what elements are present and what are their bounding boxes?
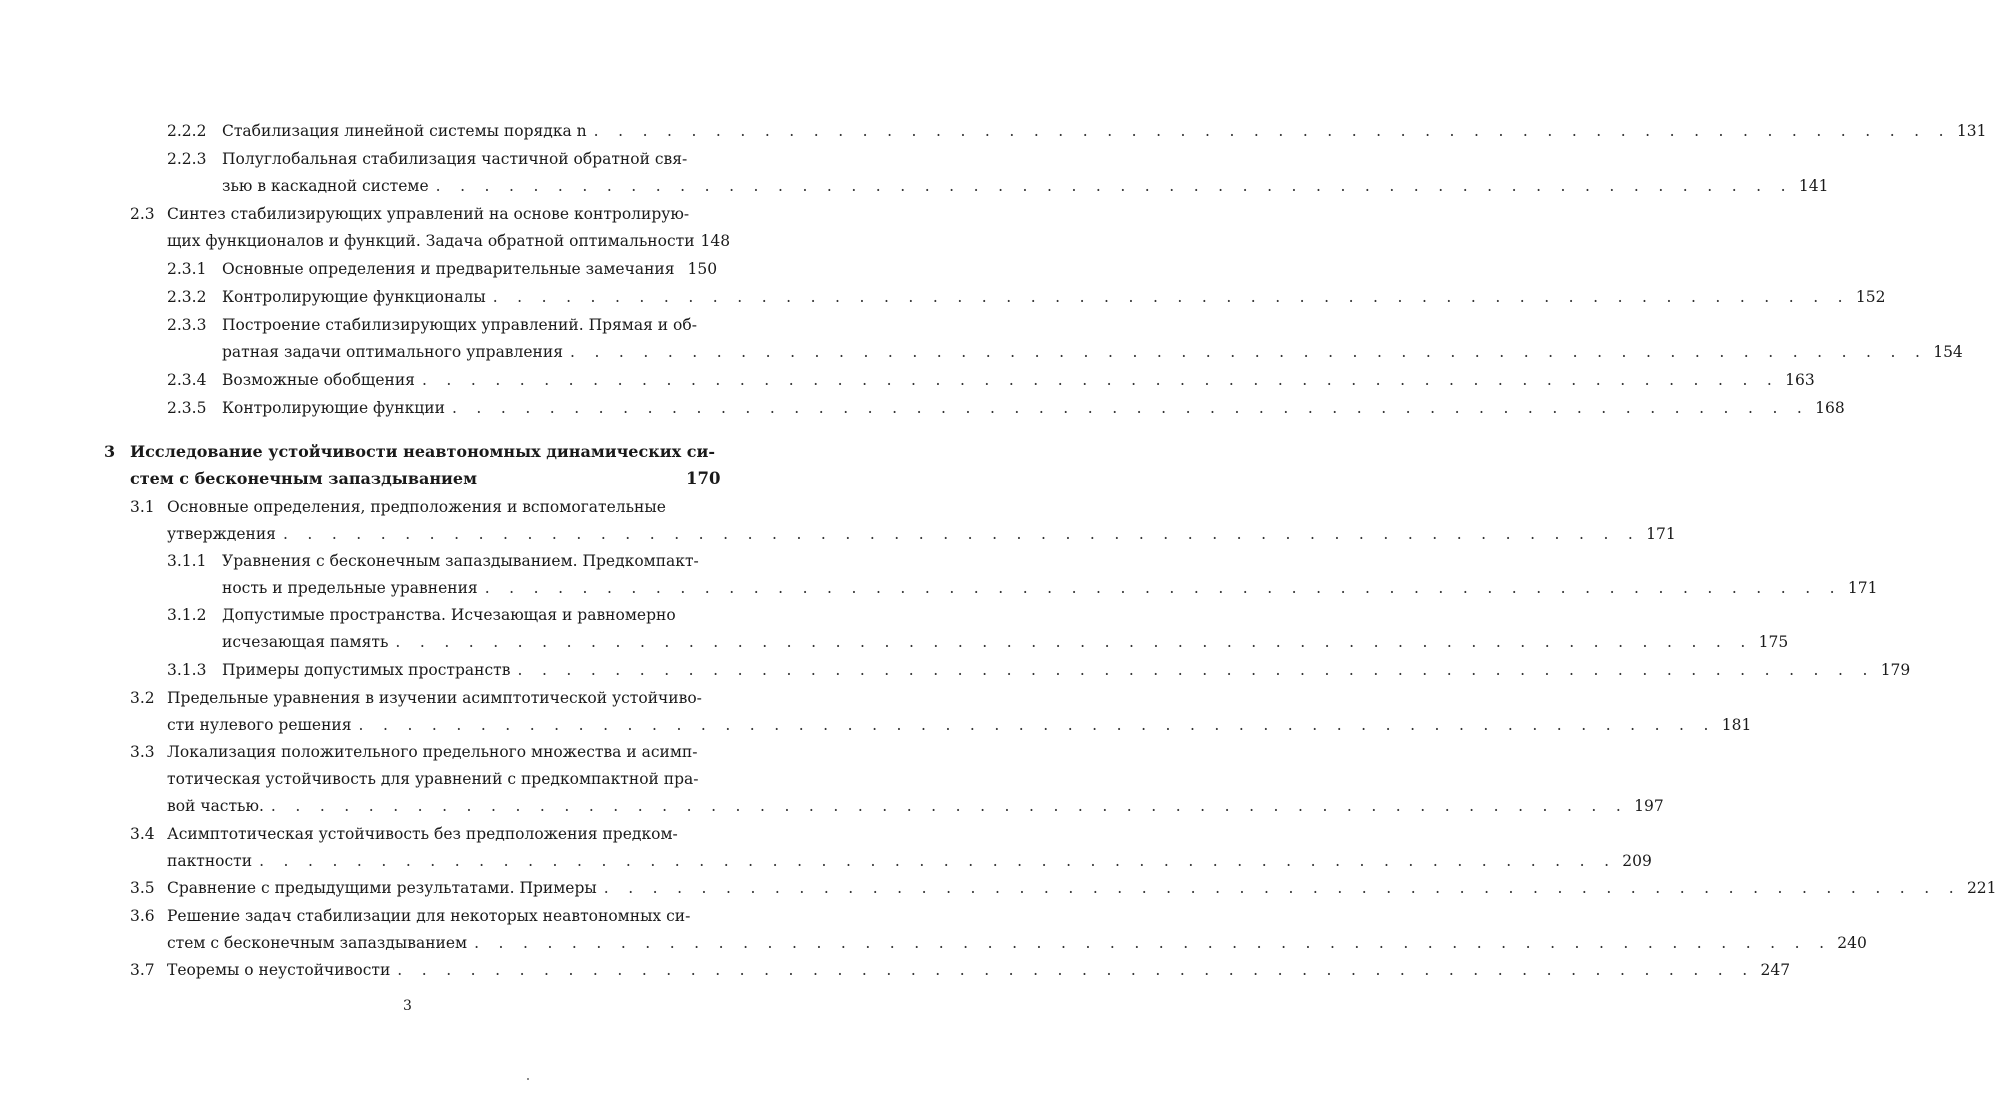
section-title-cont: ность и предельные уравнения	[222, 579, 478, 597]
section-title: Решение задач стабилизации для некоторых неавтономных си-	[167, 907, 691, 925]
page-ref: 152	[1855, 288, 1886, 306]
dot-leader: . . . . . . . . . . . . . . . . . . . . . . . . . . . . . . . . . . . . . . . . . . . . . . . . . . . . . . . .	[451, 399, 1810, 417]
chapter-title: Исследование устойчивости неавтономных динамических си-	[130, 442, 715, 461]
page-ref: 148	[700, 232, 731, 250]
section-title: Синтез стабилизирующих управлений на основе контролирую-	[167, 205, 690, 223]
toc-title-line	[222, 175, 1829, 197]
toc-entry-3-3	[0, 741, 1664, 819]
section-number: 2.3.4	[167, 371, 207, 389]
toc-entry-3-1-1	[0, 550, 1878, 600]
section-title: Основные определения, предположения и вспомогательные	[167, 498, 666, 516]
section-title: Полуглобальная стабилизация частичной обратной свя-	[222, 150, 688, 168]
section-title: Основные определения и предварительные замечания	[222, 260, 675, 278]
section-title-cont: зью в каскадной системе	[222, 177, 429, 195]
chapter-number: 3	[104, 442, 116, 461]
section-title: Возможные обобщения	[222, 371, 415, 389]
dot-leader: . . . . . . . . . . . . . . . . . . . . . . . . . . . . . . . . . . . . . . . . . . . . . . . . . . . . . . . .	[435, 177, 1793, 195]
page-number: 3	[403, 998, 412, 1014]
toc-entry-3-2	[0, 687, 1752, 737]
section-title: Контролирующие функции	[222, 399, 445, 417]
toc-entry-3-4	[0, 823, 1652, 873]
section-number: 3.3	[130, 743, 155, 761]
toc-entry-3-1	[0, 496, 1676, 546]
section-number: 2.2.2	[167, 122, 207, 140]
page-ref: 197	[1634, 797, 1664, 815]
section-title-cont: стем с бесконечным запаздыванием	[167, 934, 468, 952]
section-title: Теоремы о неустойчивости	[167, 961, 391, 979]
page-ref: 131	[1956, 122, 1987, 140]
section-title-cont: ратная задачи оптимального управления	[222, 343, 563, 361]
section-number: 3.1.2	[167, 606, 207, 624]
dot-leader: . . . . . . . . . . . . . . . . . . . . . . . . . . . . . . . . . . . . . . . . . . . . . . . . . . . . . . . .	[570, 343, 1928, 361]
toc-title-line	[167, 959, 1791, 981]
section-title: Допустимые пространства. Исчезающая и равномерно	[222, 606, 676, 624]
toc-title-line	[222, 369, 1815, 391]
section-title: Стабилизация линейной системы порядка n	[222, 122, 587, 140]
section-number: 2.3.2	[167, 288, 207, 306]
toc-title-line	[222, 341, 1963, 363]
toc-title-line	[167, 795, 1664, 817]
dot-leader: . . . . . . . . . . . . . . . . . . . . . . . . . . . . . . . . . . . . . . . . . . . . . . . . . . . . . . . .	[484, 579, 1842, 597]
section-number: 2.3.3	[167, 316, 207, 334]
scan-speck	[527, 1078, 529, 1080]
page-ref: 209	[1622, 852, 1652, 870]
toc-title-line	[167, 523, 1676, 545]
section-number: 3.2	[130, 689, 155, 707]
section-number: 3.5	[130, 879, 155, 897]
section-title-cont: утверждения	[167, 525, 276, 543]
section-title-cont: щих функционалов и функций. Задача обратной оптимальности	[167, 232, 695, 250]
toc-entry-2-3-3	[0, 314, 1963, 364]
toc-entry-3-6	[0, 905, 1867, 955]
dot-leader: . . . . . . . . . . . . . . . . . . . . . . . . . . . . . . . . . . . . . . . . . . . . . . . . . . . . . . . .	[593, 122, 1951, 140]
dot-leader: . . . . . . . . . . . . . . . . . . . . . . . . . . . . . . . . . . . . . . . . . . . . . . . . . . . . . . . .	[282, 525, 1641, 543]
dot-leader: . . . . . . . . . . . . . . . . . . . . . . . . . . . . . . . . . . . . . . . . . . . . . . . . . . . . . . . .	[259, 852, 1617, 870]
section-title: Уравнения с бесконечным запаздыванием. Предкомпакт-	[222, 552, 699, 570]
dot-leader: . . . . . . . . . . . . . . . . . . . . . . . . . . . . . . . . . . . . . . . . . . . . . . . . . . . . . . . .	[421, 371, 1780, 389]
section-title-cont: тотическая устойчивость для уравнений с предкомпактной пра-	[167, 770, 699, 788]
section-number: 3.4	[130, 825, 155, 843]
dot-leader: . . . . . . . . . . . . . . . . . . . . . . . . . . . . . . . . . . . . . . . . . . . . . . . . . . . . . . . .	[517, 661, 1875, 679]
toc-title-line	[222, 659, 1911, 681]
section-number: 2.2.3	[167, 150, 207, 168]
section-title-cont: пактности	[167, 852, 253, 870]
toc-title-line	[222, 631, 1789, 653]
dot-leader: . . . . . . . . . . . . . . . . . . . . . . . . . . . . . . . . . . . . . . . . . . . . . . . . . . . . . . . .	[603, 879, 1961, 897]
section-title-cont: сти нулевого решения	[167, 716, 352, 734]
section-title-cont: исчезающая память	[222, 633, 389, 651]
dot-leader: . . . . . . . . . . . . . . . . . . . . . . . . . . . . . . . . . . . . . . . . . . . . . . . . . . . . . . . .	[395, 633, 1753, 651]
section-title: Сравнение с предыдущими результатами. Примеры	[167, 879, 597, 897]
chapter-page-ref: 170	[686, 469, 721, 488]
dot-leader: . . . . . . . . . . . . . . . . . . . . . . . . . . . . . . . . . . . . . . . . . . . . . . . . . . . . . . . .	[397, 961, 1755, 979]
page-ref: 240	[1837, 934, 1867, 952]
toc-title-line	[167, 714, 1752, 736]
toc-chapter-3	[0, 441, 798, 493]
page-ref: 179	[1880, 661, 1911, 679]
section-number: 2.3	[130, 205, 155, 223]
toc-title-line	[222, 577, 1878, 599]
toc-title-line	[222, 397, 1845, 419]
section-title: Примеры допустимых пространств	[222, 661, 511, 679]
section-number: 3.7	[130, 961, 155, 979]
toc-entry-2-3	[0, 203, 798, 253]
section-number: 2.3.5	[167, 399, 207, 417]
page-ref: 163	[1785, 371, 1815, 389]
section-number: 3.1.1	[167, 552, 207, 570]
toc-title-line	[167, 850, 1652, 872]
dot-leader: . . . . . . . . . . . . . . . . . . . . . . . . . . . . . . . . . . . . . . . . . . . . . . . . . . . . . . . .	[474, 934, 1832, 952]
toc-title-line	[167, 932, 1867, 954]
section-number: 3.1.3	[167, 661, 207, 679]
dot-leader: . . . . . . . . . . . . . . . . . . . . . . . . . . . . . . . . . . . . . . . . . . . . . . . . . . . . . . . .	[358, 716, 1716, 734]
page-ref: 168	[1815, 399, 1845, 417]
page-ref: 154	[1933, 343, 1963, 361]
toc-title-line	[222, 120, 1987, 142]
page-ref: 175	[1758, 633, 1789, 651]
toc-title-line	[167, 230, 731, 252]
toc-title-line	[222, 286, 1886, 308]
page-ref: 171	[1646, 525, 1676, 543]
toc-title-line	[222, 258, 718, 280]
section-title: Асимптотическая устойчивость без предположения предком-	[167, 825, 678, 843]
page-ref: 150	[687, 260, 718, 278]
section-number: 2.3.1	[167, 260, 207, 278]
page-ref: 247	[1760, 961, 1791, 979]
page-ref: 181	[1721, 716, 1752, 734]
section-title: Контролирующие функционалы	[222, 288, 486, 306]
section-title-cont: вой частью.	[167, 797, 264, 815]
section-title: Построение стабилизирующих управлений. Прямая и об-	[222, 316, 697, 334]
toc-title-line	[167, 877, 1997, 899]
section-title: Локализация положительного предельного множества и асимп-	[167, 743, 698, 761]
toc-entry-3-1-2	[0, 604, 1789, 654]
chapter-title-cont: стем с бесконечным запаздыванием	[130, 469, 477, 488]
dot-leader: . . . . . . . . . . . . . . . . . . . . . . . . . . . . . . . . . . . . . . . . . . . . . . . . . . . . . . . .	[492, 288, 1850, 306]
section-title: Предельные уравнения в изучении асимптотической устойчиво-	[167, 689, 702, 707]
toc-entry-2-2-3	[0, 148, 1829, 198]
page-ref: 141	[1798, 177, 1829, 195]
section-number: 3.6	[130, 907, 155, 925]
section-number: 3.1	[130, 498, 155, 516]
page-ref: 221	[1966, 879, 1997, 897]
dot-leader: . . . . . . . . . . . . . . . . . . . . . . . . . . . . . . . . . . . . . . . . . . . . . . . . . . . . . . . .	[270, 797, 1629, 815]
page-ref: 171	[1847, 579, 1878, 597]
